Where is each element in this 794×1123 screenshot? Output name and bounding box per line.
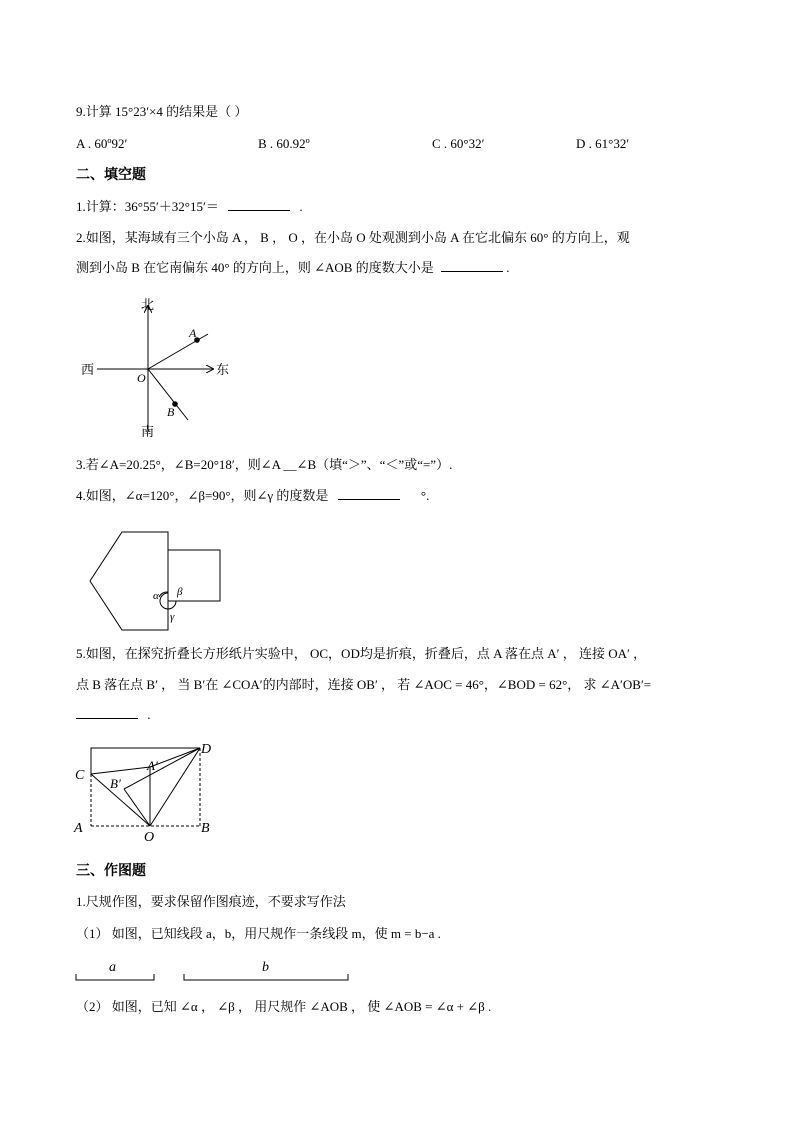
fill1-answer-blank[interactable]: [228, 198, 290, 211]
fill5-end: .: [147, 707, 151, 722]
label-o: O: [144, 830, 155, 842]
label-north: 北: [141, 297, 155, 312]
label-b: B: [167, 405, 175, 419]
fill4-answer-blank[interactable]: [338, 487, 400, 500]
fill1-text: 1.计算：36°55′＋32°15′＝: [76, 199, 219, 214]
label-c: C: [75, 768, 85, 783]
fill1-end: .: [299, 199, 303, 214]
fill5-answer-blank[interactable]: [76, 706, 138, 719]
folding-figure: [72, 737, 222, 842]
q9-option-d: D . 61°32′: [576, 136, 630, 151]
fill2-answer-blank[interactable]: [441, 259, 503, 272]
fill4-question: [76, 487, 429, 505]
draw1-part1: （1） 如图，已知线段 a，b，用尺规作一条线段 m，使 m = b−a .: [76, 926, 441, 941]
draw1-stem: 1.尺规作图，要求保留作图痕迹，不要求写作法: [76, 894, 346, 909]
label-segment-a: a: [109, 960, 116, 975]
segments-figure: [74, 952, 356, 984]
label-a: A: [74, 821, 83, 836]
label-beta: β: [177, 586, 183, 598]
fill2-line2-wrap: [76, 259, 509, 277]
compass-figure: [75, 292, 245, 442]
label-west: 西: [81, 362, 95, 377]
fill4-text: 4.如图，∠α=120°，∠β=90°，则∠γ 的度数是: [76, 488, 329, 503]
label-a-prime: A′: [147, 758, 158, 773]
fill5-line2: 点 B 落在点 B′ ， 当 B′在 ∠COA′的内部时，连接 OB′ ， 若 ∠AOC = 46°，∠BOD = 62°， 求 ∠A′OB′=: [76, 677, 652, 692]
label-segment-b: b: [262, 960, 269, 975]
label-b-prime: B′: [110, 776, 121, 791]
segment-ob1: [124, 789, 150, 826]
label-east: 东: [216, 362, 230, 377]
fill5-line3: [76, 706, 151, 724]
section-heading-draw: 三、作图题: [76, 863, 146, 879]
hexagon: [90, 532, 168, 630]
draw1-part2: （2） 如图，已知 ∠α ， ∠β ， 用尺规作 ∠AOB ， 使 ∠AOB = ∠α + ∠β .: [76, 999, 492, 1014]
fill2-line2: 测到小岛 B 在它南偏东 40° 的方向上，则 ∠AOB 的度数大小是: [76, 260, 434, 275]
q9-stem: 9.计算 15°23′×4 的结果是（ ）: [76, 104, 248, 119]
label-b: B: [201, 821, 210, 836]
label-alpha: α: [153, 590, 159, 602]
fill4-end: °.: [420, 488, 430, 503]
fill3-question: 3.若∠A=20.25°，∠B=20°18′，则∠A __∠B（填“＞”、“＜”或“=”）.: [76, 457, 453, 472]
section-heading-fill: 二、填空题: [76, 167, 146, 183]
label-south: 南: [141, 424, 155, 439]
label-o: O: [137, 371, 146, 385]
label-gamma: γ: [170, 611, 175, 623]
fill2-end: .: [506, 260, 510, 275]
hexagon-square-figure: [84, 520, 234, 632]
q9-option-b: B . 60.92º: [258, 136, 310, 151]
label-a: A: [189, 326, 197, 340]
q9-option-a: A . 60º92′: [76, 136, 128, 151]
fill5-line1: 5.如图，在探究折叠长方形纸片实验中， OC，OD均是折痕，折叠后，点 A 落在点 A′ ， 连接 OA′ ，: [76, 646, 647, 661]
rect-top-left: [91, 748, 200, 774]
q9-option-c: C . 60°32′: [432, 136, 485, 151]
fill1-question: [76, 198, 303, 216]
square: [168, 550, 220, 601]
fill2-line1: 2.如图，某海域有三个小岛 A ， B ， O ，在小岛 O 处观测到小岛 A 在它北偏东 60° 的方向上，观: [76, 230, 630, 245]
segment-ca1: [91, 767, 150, 774]
label-d: D: [201, 742, 212, 757]
